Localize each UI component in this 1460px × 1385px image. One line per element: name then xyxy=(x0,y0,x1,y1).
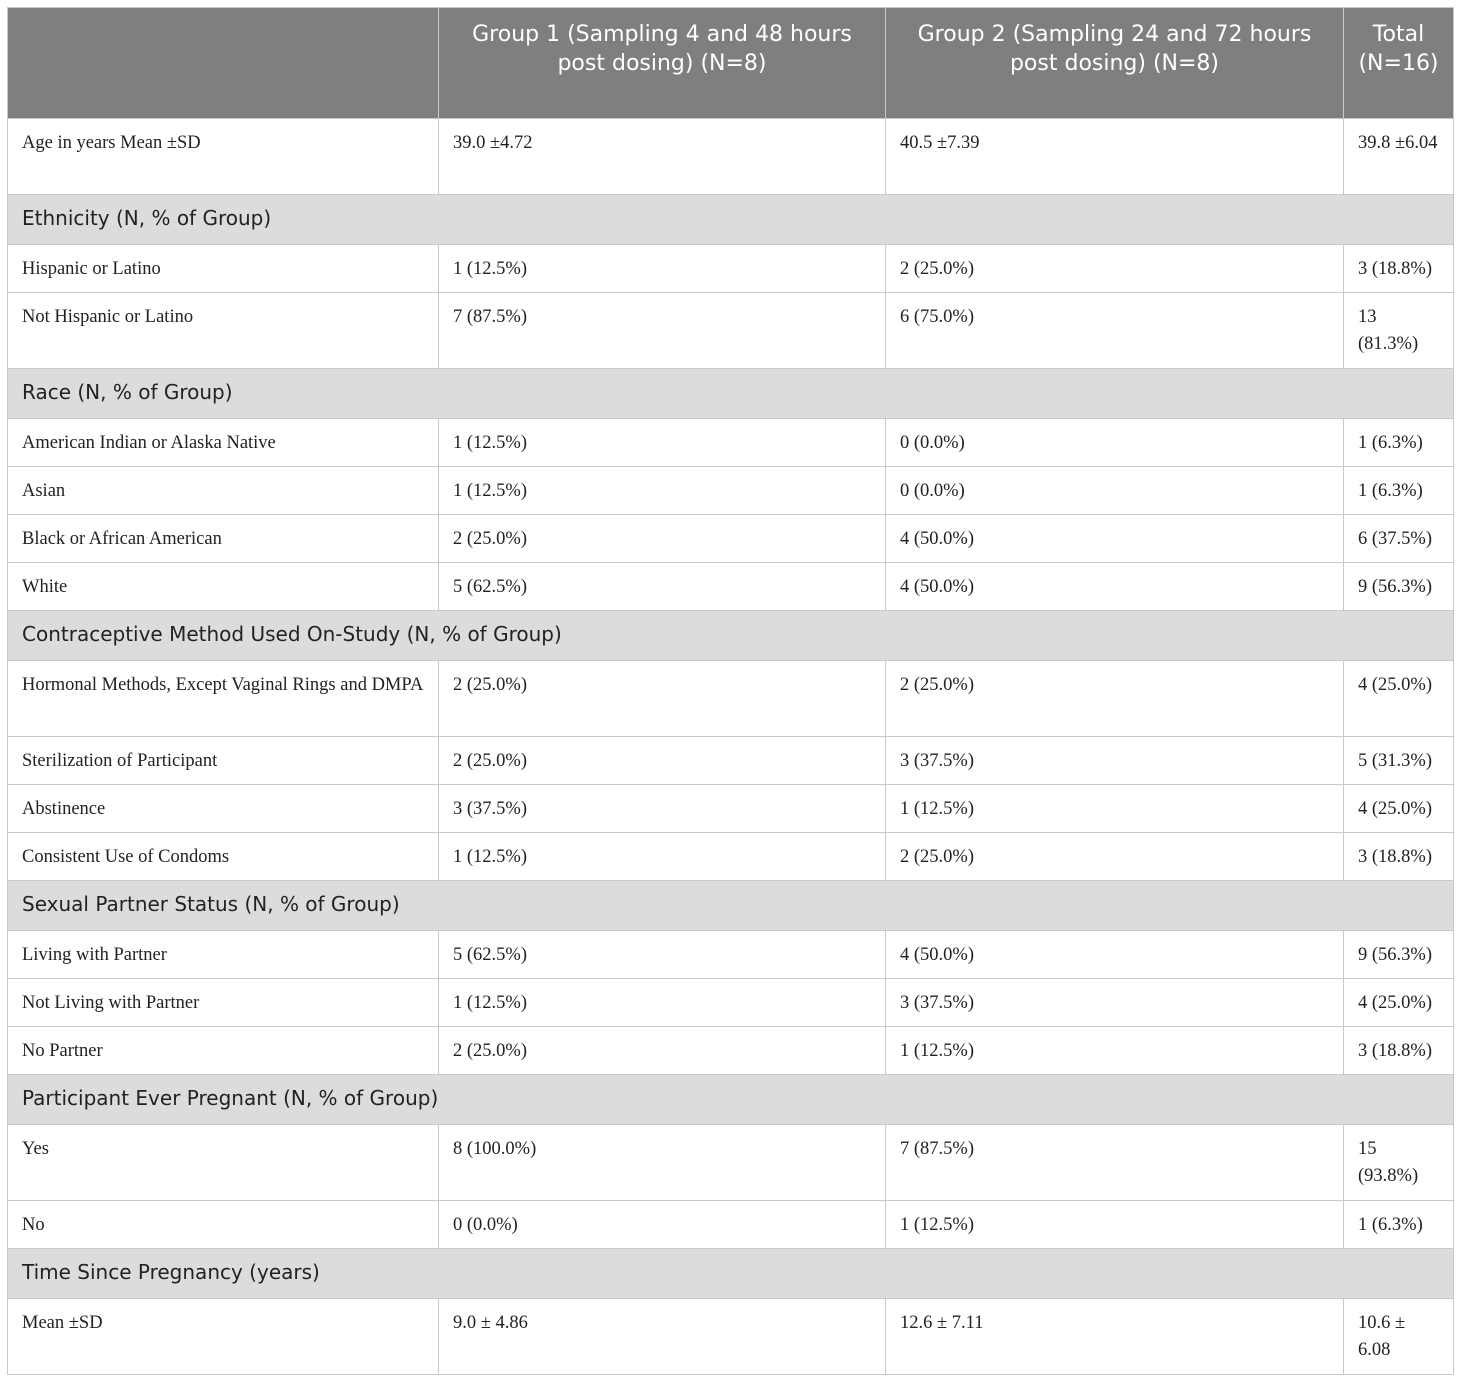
group2-value-cell: 2 (25.0%) xyxy=(886,661,1344,737)
group1-value-cell: 5 (62.5%) xyxy=(439,563,886,611)
row-label-cell: Age in years Mean ±SD xyxy=(8,119,439,195)
table-row xyxy=(8,563,1454,611)
header-row xyxy=(8,8,1454,119)
group2-value-cell: 40.5 ±7.39 xyxy=(886,119,1344,195)
group2-value-cell: 12.6 ± 7.11 xyxy=(886,1299,1344,1375)
group1-value-cell: 1 (12.5%) xyxy=(439,245,886,293)
table-row xyxy=(8,737,1454,785)
group1-value-cell: 8 (100.0%) xyxy=(439,1125,886,1201)
group2-value-cell: 4 (50.0%) xyxy=(886,515,1344,563)
total-value-cell: 1 (6.3%) xyxy=(1344,1201,1454,1249)
row-label-cell: Not Hispanic or Latino xyxy=(8,293,439,369)
section-header-label: Sexual Partner Status (N, % of Group) xyxy=(8,881,1454,931)
total-value-cell: 4 (25.0%) xyxy=(1344,661,1454,737)
group1-value-cell: 2 (25.0%) xyxy=(439,515,886,563)
row-label-cell: Sterilization of Participant xyxy=(8,737,439,785)
group1-value-cell: 2 (25.0%) xyxy=(439,737,886,785)
section-header-row xyxy=(8,611,1454,661)
total-value-cell: 1 (6.3%) xyxy=(1344,419,1454,467)
total-value-cell: 3 (18.8%) xyxy=(1344,1027,1454,1075)
section-header-row xyxy=(8,369,1454,419)
total-value-cell: 13 (81.3%) xyxy=(1344,293,1454,369)
row-label-cell: Black or African American xyxy=(8,515,439,563)
group2-value-cell: 3 (37.5%) xyxy=(886,737,1344,785)
total-value-cell: 9 (56.3%) xyxy=(1344,931,1454,979)
group1-value-cell: 2 (25.0%) xyxy=(439,661,886,737)
table-row xyxy=(8,931,1454,979)
demographics-table xyxy=(7,7,1454,1375)
section-header-label: Race (N, % of Group) xyxy=(8,369,1454,419)
total-value-cell: 9 (56.3%) xyxy=(1344,563,1454,611)
table-row xyxy=(8,1299,1454,1375)
row-label-cell: American Indian or Alaska Native xyxy=(8,419,439,467)
total-value-cell: 4 (25.0%) xyxy=(1344,785,1454,833)
row-label-cell: Hispanic or Latino xyxy=(8,245,439,293)
row-label-cell: No Partner xyxy=(8,1027,439,1075)
group2-value-cell: 2 (25.0%) xyxy=(886,245,1344,293)
table-row xyxy=(8,419,1454,467)
table-row xyxy=(8,979,1454,1027)
group2-value-cell: 4 (50.0%) xyxy=(886,931,1344,979)
group1-value-cell: 0 (0.0%) xyxy=(439,1201,886,1249)
total-value-cell: 6 (37.5%) xyxy=(1344,515,1454,563)
header-total: Total (N=16) xyxy=(1344,8,1454,119)
table-row xyxy=(8,119,1454,195)
group2-value-cell: 2 (25.0%) xyxy=(886,833,1344,881)
row-label-cell: Asian xyxy=(8,467,439,515)
table-row xyxy=(8,293,1454,369)
row-label-cell: No xyxy=(8,1201,439,1249)
section-header-label: Time Since Pregnancy (years) xyxy=(8,1249,1454,1299)
group2-value-cell: 6 (75.0%) xyxy=(886,293,1344,369)
row-label-cell: Hormonal Methods, Except Vaginal Rings and DMPA xyxy=(8,661,439,737)
table-row xyxy=(8,467,1454,515)
total-value-cell: 10.6 ± 6.08 xyxy=(1344,1299,1454,1375)
group2-value-cell: 7 (87.5%) xyxy=(886,1125,1344,1201)
row-label-cell: Yes xyxy=(8,1125,439,1201)
header-group1: Group 1 (Sampling 4 and 48 hours post dosing) (N=8) xyxy=(439,8,886,119)
row-label-cell: Consistent Use of Condoms xyxy=(8,833,439,881)
total-value-cell: 4 (25.0%) xyxy=(1344,979,1454,1027)
group2-value-cell: 1 (12.5%) xyxy=(886,785,1344,833)
total-value-cell: 1 (6.3%) xyxy=(1344,467,1454,515)
group2-value-cell: 1 (12.5%) xyxy=(886,1027,1344,1075)
total-value-cell: 5 (31.3%) xyxy=(1344,737,1454,785)
group1-value-cell: 1 (12.5%) xyxy=(439,419,886,467)
row-label-cell: Living with Partner xyxy=(8,931,439,979)
table-row xyxy=(8,245,1454,293)
table-header xyxy=(8,8,1454,119)
group2-value-cell: 4 (50.0%) xyxy=(886,563,1344,611)
section-header-row xyxy=(8,1075,1454,1125)
group1-value-cell: 1 (12.5%) xyxy=(439,979,886,1027)
group1-value-cell: 5 (62.5%) xyxy=(439,931,886,979)
total-value-cell: 3 (18.8%) xyxy=(1344,245,1454,293)
total-value-cell: 3 (18.8%) xyxy=(1344,833,1454,881)
group2-value-cell: 0 (0.0%) xyxy=(886,419,1344,467)
group2-value-cell: 3 (37.5%) xyxy=(886,979,1344,1027)
total-value-cell: 15 (93.8%) xyxy=(1344,1125,1454,1201)
group1-value-cell: 7 (87.5%) xyxy=(439,293,886,369)
group2-value-cell: 1 (12.5%) xyxy=(886,1201,1344,1249)
table-row xyxy=(8,515,1454,563)
group1-value-cell: 1 (12.5%) xyxy=(439,833,886,881)
table-row xyxy=(8,833,1454,881)
table-row xyxy=(8,785,1454,833)
table-row xyxy=(8,1125,1454,1201)
section-header-label: Contraceptive Method Used On-Study (N, % of Group) xyxy=(8,611,1454,661)
section-header-label: Participant Ever Pregnant (N, % of Group) xyxy=(8,1075,1454,1125)
header-corner-cell xyxy=(8,8,439,119)
table-row xyxy=(8,1027,1454,1075)
section-header-row xyxy=(8,881,1454,931)
table-body xyxy=(8,119,1454,1375)
row-label-cell: White xyxy=(8,563,439,611)
section-header-row xyxy=(8,195,1454,245)
row-label-cell: Not Living with Partner xyxy=(8,979,439,1027)
group1-value-cell: 3 (37.5%) xyxy=(439,785,886,833)
group2-value-cell: 0 (0.0%) xyxy=(886,467,1344,515)
section-header-label: Ethnicity (N, % of Group) xyxy=(8,195,1454,245)
table-row xyxy=(8,661,1454,737)
group1-value-cell: 9.0 ± 4.86 xyxy=(439,1299,886,1375)
group1-value-cell: 2 (25.0%) xyxy=(439,1027,886,1075)
group1-value-cell: 39.0 ±4.72 xyxy=(439,119,886,195)
row-label-cell: Mean ±SD xyxy=(8,1299,439,1375)
row-label-cell: Abstinence xyxy=(8,785,439,833)
header-group2: Group 2 (Sampling 24 and 72 hours post dosing) (N=8) xyxy=(886,8,1344,119)
section-header-row xyxy=(8,1249,1454,1299)
total-value-cell: 39.8 ±6.04 xyxy=(1344,119,1454,195)
group1-value-cell: 1 (12.5%) xyxy=(439,467,886,515)
table-row xyxy=(8,1201,1454,1249)
